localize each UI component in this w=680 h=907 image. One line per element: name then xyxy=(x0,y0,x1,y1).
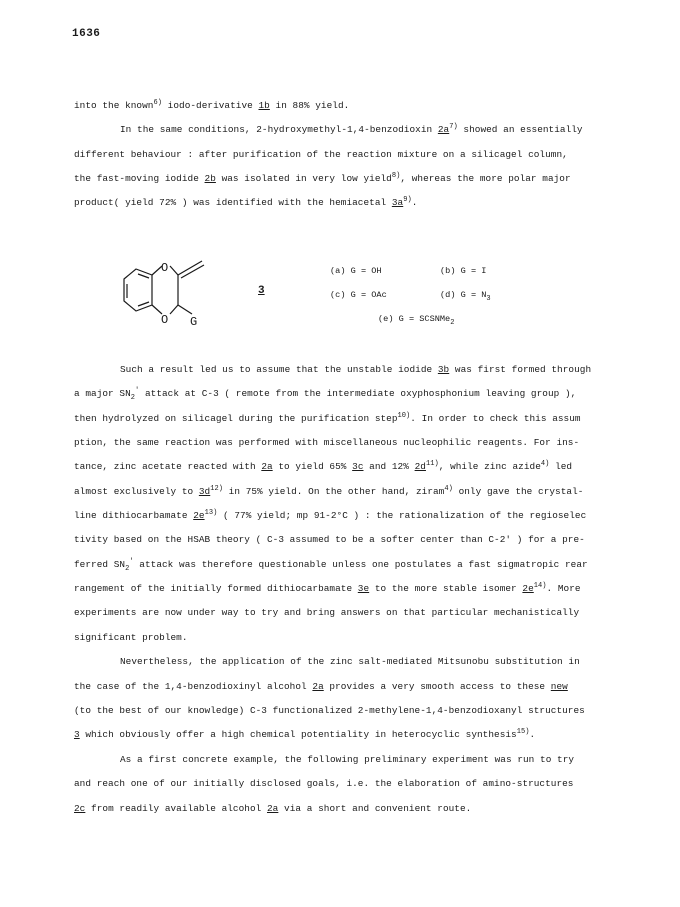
legend-b: (b) G = I xyxy=(440,266,487,276)
text-line: different behaviour : after purification of the reaction mixture on a silicagel column, xyxy=(74,149,568,160)
text-line: product( yield 72% ) was identified with the hemiacetal $3a^{9)}$. xyxy=(74,196,418,208)
text-line: significant problem. xyxy=(74,632,188,643)
text-line: ption, the same reaction was performed with miscellaneous nucleophilic reagents. For ins- xyxy=(74,437,580,448)
text-line: Nevertheless, the application of the zinc salt-mediated Mitsunobu substitution in xyxy=(120,656,580,667)
legend-a: (a) G = OH xyxy=(330,266,382,276)
text-line: line dithiocarbamate $2e^{13)}$ ( 77% yield; mp 91-2°C ) : the rationalization of the regioselec xyxy=(74,509,587,521)
compound-number: 3 xyxy=(258,285,265,297)
text-line: experiments are now under way to try and bring answers on that particular mechanistically xyxy=(74,607,580,618)
text-line: a major $SN_2'$ attack at C-3 ( remote from the intermediate oxyphosphonium leaving group ), xyxy=(74,387,577,402)
legend-d: (d) $G = N_3$ xyxy=(440,290,491,303)
text-line: 3 which obviously offer a high chemical potentiality in heterocyclic synthesis$^{15)}$. xyxy=(74,728,536,740)
text-line: tivity based on the HSAB theory ( C-3 assumed to be a softer center than C-2' ) for a pre- xyxy=(74,534,585,545)
atom-oxygen-bottom: O xyxy=(161,313,169,327)
text-line: into the known$^{6)}$ iodo-derivative 1b in 88% yield. xyxy=(74,99,350,111)
text-line: and reach one of our initially disclosed goals, i.e. the elaboration of amino-structures xyxy=(74,778,574,789)
text-line: rangement of the initially formed dithiocarbamate 3e to the more stable isomer $2e^{14)}$. More xyxy=(74,582,581,594)
legend-e: (e) G = SCSNMe$_2$ xyxy=(378,314,455,327)
benzodioxan-structure xyxy=(110,250,270,340)
legend-c: (c) G = OAc xyxy=(330,290,387,300)
text-line: (to the best of our knowledge) C-3 functionalized 2-methylene-1,4-benzodioxanyl structures xyxy=(74,705,585,716)
text-line: then hydrolyzed on silicagel during the purification step$^{10)}$. In order to check this assum xyxy=(74,412,581,424)
text-line: tance, zinc acetate reacted with 2a to yield 65% 3c and 12% $2d^{11)}$, while zinc azide$^{4)}$ led xyxy=(74,460,573,472)
text-line: In the same conditions, 2-hydroxymethyl-1,4-benzodioxin $2a^{7)}$ showed an essentially xyxy=(120,123,583,135)
text-line: As a first concrete example, the following preliminary experiment was run to try xyxy=(120,754,575,765)
atom-g: G xyxy=(190,315,198,329)
text-line: almost exclusively to $3d^{12)}$ in 75% yield. On the other hand, ziram$^{4)}$ only gave the crystal- xyxy=(74,485,584,497)
page-number: 1636 xyxy=(72,28,101,40)
text-line: ferred $SN_2'$ attack was therefore questionable unless one postulates a fast sigmatropic rear xyxy=(74,558,588,573)
text-line: the fast-moving iodide 2b was isolated in very low yield$^{8)}$, whereas the more polar major xyxy=(74,172,571,184)
text-line: Such a result led us to assume that the unstable iodide 3b was first formed through xyxy=(120,364,592,375)
text-line: 2c from readily available alcohol 2a via a short and convenient route. xyxy=(74,803,472,814)
text-line: the case of the 1,4-benzodioxinyl alcohol 2a provides a very smooth access to these new xyxy=(74,681,568,692)
atom-oxygen-top: O xyxy=(161,261,169,275)
